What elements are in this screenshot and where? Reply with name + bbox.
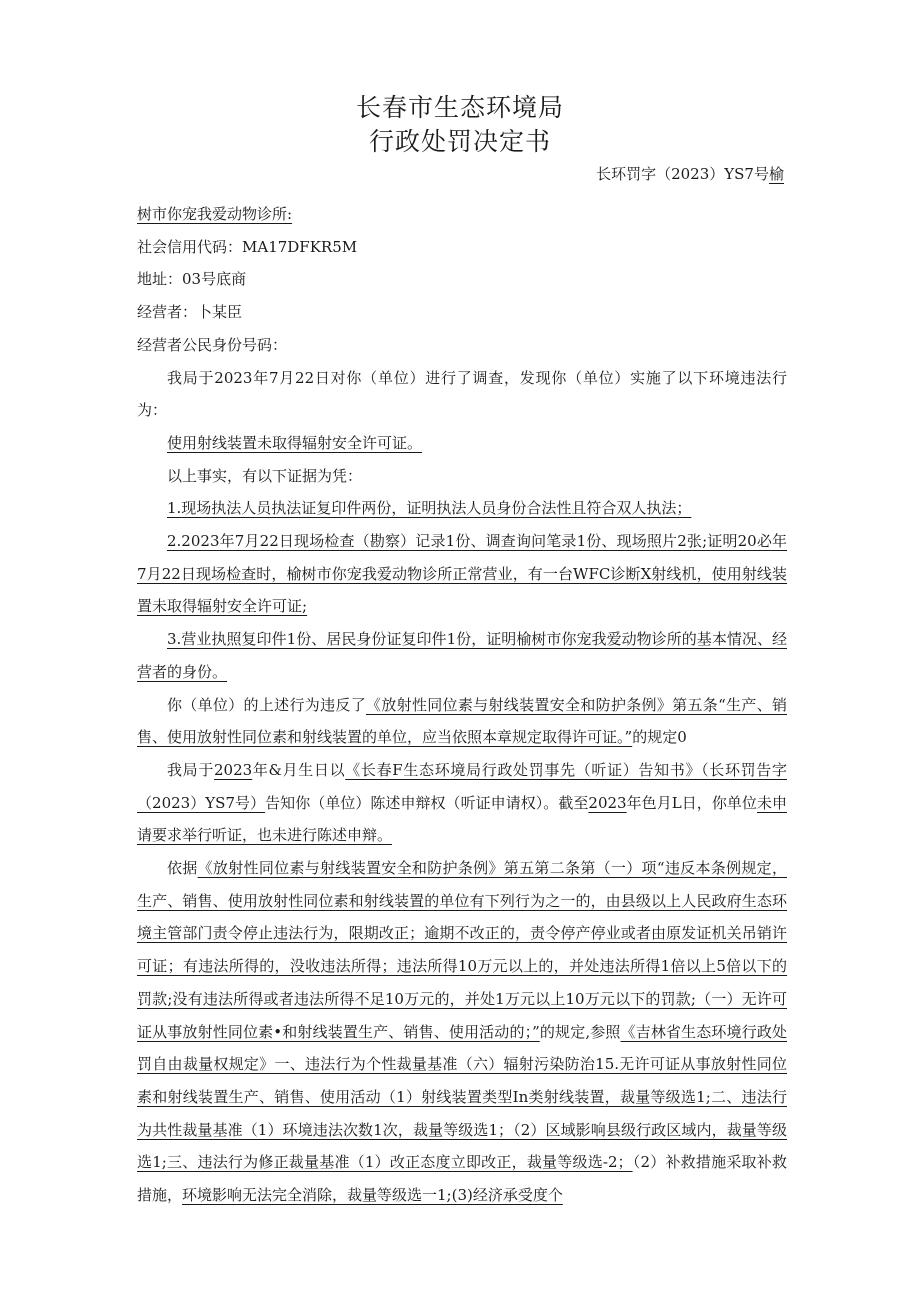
document-body <box>137 198 787 1212</box>
notice-rights: 告知你（单位）陈述申辩权（听证申请权）。截至 <box>265 793 589 812</box>
document-number-tail: 榆 <box>768 165 784 183</box>
basis-lead: 依据 <box>167 859 198 878</box>
investigation-paragraph: 我局于2023年7月22日对你（单位）进行了调查，发现你（单位）实施了以下环境违法行为： <box>137 368 787 420</box>
evidence-item-1 <box>137 492 787 525</box>
notice-date-2: 年色月L日，你单位 <box>626 793 757 812</box>
party-name: 树市你宠我爱动物诊所: <box>137 205 293 223</box>
notice-lead: 我局于 <box>167 760 215 779</box>
law-violation-lead: 你（单位）的上述行为违反了 <box>167 695 367 714</box>
document-number-text: 长环罚字（2023）YS7号 <box>596 165 769 183</box>
basis-connector: 的规定,参照 <box>539 1022 621 1041</box>
document-title: 行政处罚决定书 <box>368 127 551 156</box>
evidence-item-2-text: 2.2023年7月22日现场检查（勘察）记录1份、调查询问笔录1份、现场照片2张;证明20必年7月22日现场检查时，榆树市你宠我爱动物诊所正常营业，有一台WFC诊断X射线机，使用射线装置未取得辐射安全许可证; <box>137 532 787 616</box>
violation-paragraph <box>137 427 787 460</box>
operator-id: 经营者公民身份号码： <box>137 335 288 354</box>
law-violation-paragraph <box>137 689 787 754</box>
evidence-item-3 <box>137 623 787 688</box>
basis-paragraph <box>137 852 787 1212</box>
notice-result: 未申请要求举行听证，也未进行陈述申辩。 <box>137 793 787 845</box>
evidence-item-3-text: 3.营业执照复印件1份、居民身份证复印件1份，证明榆树市你宠我爱动物诊所的基本情况、经营者的身份。 <box>137 630 787 681</box>
law-violation-tail: 的规定0 <box>632 728 687 747</box>
notice-year-1: 2023 <box>214 760 253 779</box>
basis-remedy: （2）补救措施采取补救措施， <box>137 1153 787 1205</box>
evidence-intro: 以上事实，有以下证据为凭： <box>167 466 363 485</box>
notice-date-1: 年&月生日以 <box>252 760 346 779</box>
law-violation-citation: 《放射性同位素与射线装置安全和防护条例》第五条“生产、销售、使用放射性同位素和射线装置的单位，应当依照本章规定取得许可证。” <box>137 695 787 747</box>
basis-discretion-rules: 《吉林省生态环境行政处罚自由裁量权规定》一、违法行为个性裁量基准（六）辐射污染防治15.无许可证从事放射性同位素和射线装置生产、销售、使用活动（1）射线装置类型In类射线装置，裁量等级选1;二、违法行为共性裁量基准（1）环境违法次数1次，裁量等级选1；（2）区域影响县级行政区域内，裁量等级选1;三、违法行为修正裁量基准（1）改正态度立即改正，裁量等级选-2； <box>137 1022 787 1172</box>
credit-code: 社会信用代码：MA17DFKR5M <box>137 237 358 256</box>
evidence-item-1-text: 1.现场执法人员执法证复印件两份，证明执法人员身份合法性且符合双人执法； <box>167 499 692 518</box>
evidence-item-2 <box>137 525 787 623</box>
notice-paragraph <box>137 754 787 852</box>
party-address: 地址：03号底商 <box>137 270 247 289</box>
basis-citation: 《放射性同位素与射线装置安全和防护条例》第五第二条第（一）项“违反本条例规定，生产、销售、使用放射性同位素和射线装置的单位有下列行为之一的，由县级以上人民政府生态环境主管部门责令停止违法行为，限期改正；逾期不改正的，责令停产停业或者由原发证机关吊销许可证；有违法所得的，没收违法所得；违法所得10万元以上的，并处违法所得1倍以上5倍以下的罚款;没有违法所得或者违法所得不足10万元的，并处1万元以上10万元以下的罚款;（一）无许可证从事放射性同位素•和射线装置生产、销售、使用活动的；” <box>137 859 787 1041</box>
party-operator: 经营者：卜某臣 <box>137 303 243 322</box>
document-number <box>596 163 784 185</box>
basis-impact: 环境影响无法完全消除，裁量等级选一1;(3)经济承受度个 <box>182 1186 563 1205</box>
notice-year-2: 2023 <box>588 793 627 812</box>
org-title: 长春市生态环境局 <box>355 93 564 122</box>
violation-text: 使用射线装置未取得辐射安全许可证。 <box>167 433 423 452</box>
notice-document: 《长春F生态环境局行政处罚事先（听证）告知书》（长环罚告字（2023）YS7号） <box>137 760 787 812</box>
